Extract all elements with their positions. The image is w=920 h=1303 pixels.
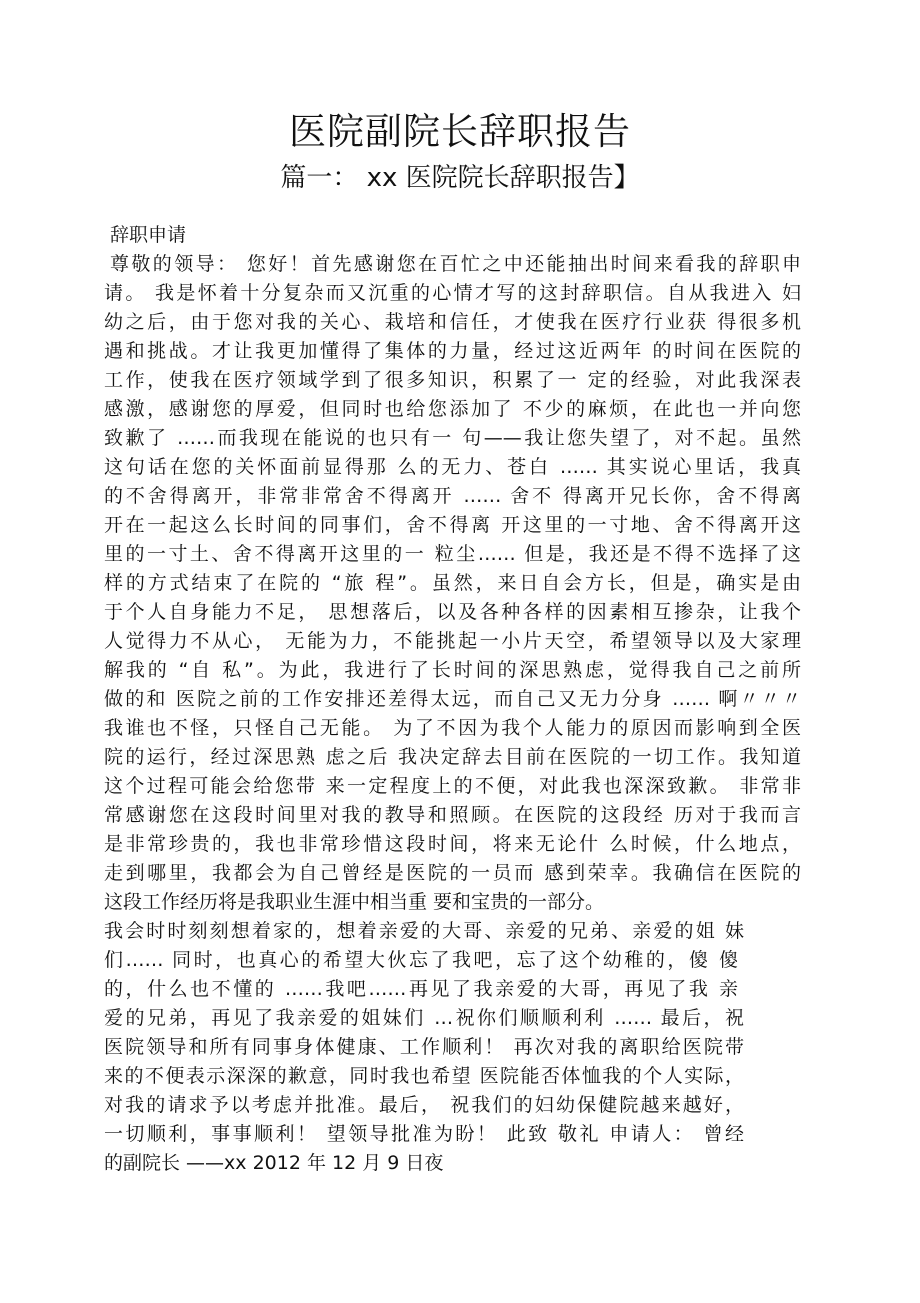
body-line: 感激，感谢您的厚爱，但同时也给您添加了 不少的麻烦，在此也一并向您	[104, 398, 801, 420]
body-line: 解我的 “自 私”。为此，我进行了长时间的深思熟虑，觉得我自己之前所	[104, 659, 801, 681]
body-line: 来的不便表示深深的歉意，同时我也希望 医院能否体恤我的个人实际，	[104, 1065, 744, 1087]
body-line: 这段工作经历将是我职业生涯中相当重 要和宝贵的一部分。	[104, 891, 605, 913]
body-line: 这个过程可能会给您带 来一定程度上的不便，对此我也深深致歉。 非常非	[104, 775, 801, 797]
body-line: 我会时时刻刻想着家的，想着亲爱的大哥、亲爱的兄弟、亲爱的姐 妹	[104, 920, 744, 942]
body-line: 做的和 医院之前的工作安排还差得太远，而自己又无力分身 …… 啊〃〃〃	[104, 688, 801, 710]
body-line: 幼之后，由于您对我的关心、栽培和信任，才使我在医疗行业获 得很多机	[104, 311, 801, 333]
body-line: 里的一寸土、舍不得离开这里的一 粒尘…… 但是，我还是不得不选择了这	[104, 543, 801, 565]
body-line: 是非常珍贵的，我也非常珍惜这段时间，将来无论什 么时候，什么地点，	[104, 833, 801, 855]
body-line: 一切顺利，事事顺利！ 望领导批准为盼！ 此致 敬礼 申请人： 曾经	[104, 1123, 744, 1145]
body-line: 的，什么也不懂的 ……我吧……再见了我亲爱的大哥，再见了我 亲	[104, 978, 738, 1000]
body-line: 开在一起这么长时间的同事们，舍不得离 开这里的一寸地、舍不得离开这	[104, 514, 801, 536]
body-line: 于个人自身能力不足， 思想落后，以及各种各样的因素相互掺杂，让我个	[104, 601, 801, 623]
body-line: 对我的请求予以考虑并批准。最后， 祝我们的妇幼保健院越来越好，	[104, 1094, 744, 1116]
document-title: 医院副院长辞职报告	[289, 110, 631, 153]
body-line: 的不舍得离开，非常非常舍不得离开 …… 舍不 得离开兄长你，舍不得离	[104, 485, 801, 507]
body-line: 们…… 同时，也真心的希望大伙忘了我吧，忘了这个幼稚的，傻 傻	[104, 949, 738, 971]
document-subtitle: 篇一： xx 医院院长辞职报告】	[280, 163, 640, 193]
body-line: 院的运行，经过深思熟 虑之后 我决定辞去目前在医院的一切工作。我知道	[104, 746, 801, 768]
body-line: 尊敬的领导： 您好！首先感谢您在百忙之中还能抽出时间来看我的辞职申	[110, 253, 801, 275]
body-line: 常感谢您在这段时间里对我的教导和照顾。在医院的这段经 历对于我而言	[104, 804, 801, 826]
body-line: 工作，使我在医疗领域学到了很多知识，积累了一 定的经验，对此我深表	[104, 369, 801, 391]
section-heading: 辞职申请	[110, 224, 187, 246]
body-line: 请。 我是怀着十分复杂而又沉重的心情才写的这封辞职信。自从我进入 妇	[104, 282, 801, 304]
body-line: 医院领导和所有同事身体健康、工作顺利！ 再次对我的离职给医院带	[104, 1036, 744, 1058]
body-line: 的副院长 ——xx 2012 年 12 月 9 日夜	[104, 1152, 444, 1174]
body-line: 爱的兄弟，再见了我亲爱的姐妹们 …祝你们顺顺利利 …… 最后，祝	[104, 1007, 744, 1029]
body-line: 这句话在您的关怀面前显得那 么的无力、苍白 …… 其实说心里话，我真	[104, 456, 801, 478]
body-line: 样的方式结束了在院的 “旅 程”。虽然，来日自会方长，但是，确实是由	[104, 572, 801, 594]
body-line: 走到哪里，我都会为自己曾经是医院的一员而 感到荣幸。我确信在医院的	[104, 862, 801, 884]
body-line: 我谁也不怪，只怪自己无能。 为了不因为我个人能力的原因而影响到全医	[104, 717, 801, 739]
body-line: 致歉了 ……而我现在能说的也只有一 句——我让您失望了，对不起。虽然	[104, 427, 801, 449]
body-line: 遇和挑战。才让我更加懂得了集体的力量，经过这近两年 的时间在医院的	[104, 340, 801, 362]
body-line: 人觉得力不从心， 无能为力，不能挑起一小片天空，希望领导以及大家理	[104, 630, 801, 652]
